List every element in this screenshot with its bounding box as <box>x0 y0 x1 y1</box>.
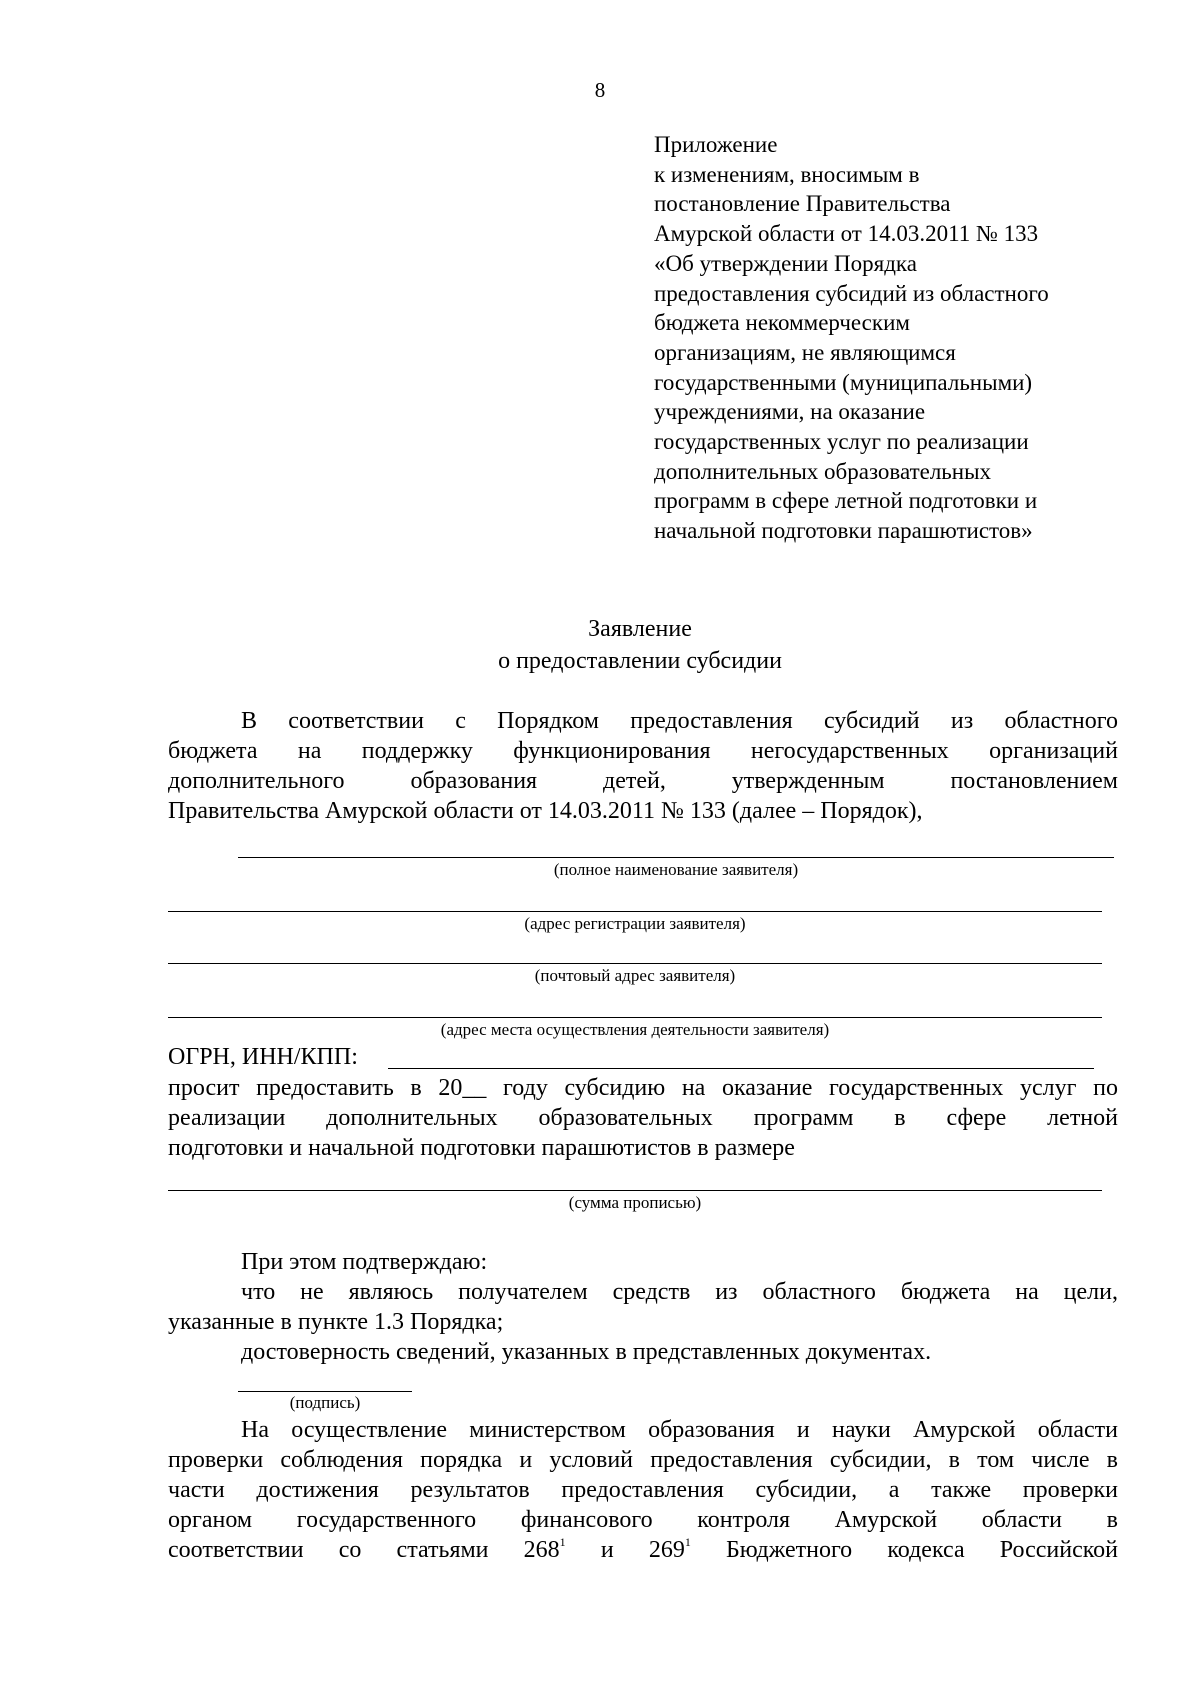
intro-paragraph <box>168 706 1118 826</box>
request-paragraph <box>168 1073 1118 1163</box>
appendix-line: бюджета некоммерческим <box>654 310 910 336</box>
intro-line: В соответствии с Порядком предоставления субсидий из областного <box>241 708 1118 734</box>
consent-line: органом государственного финансового контроля Амурской области в <box>168 1507 1118 1533</box>
intro-line: дополнительного образования детей, утвержденным постановлением <box>168 768 1118 794</box>
amount-line[interactable] <box>168 1190 1102 1191</box>
confirm-heading: При этом подтверждаю: <box>241 1249 488 1275</box>
consent-line: части достижения результатов предоставления субсидии, а также проверки <box>168 1477 1118 1503</box>
amount-caption: (сумма прописью) <box>568 1193 702 1212</box>
appendix-line: организациям, не являющимся <box>654 339 956 365</box>
confirm-block <box>168 1277 1118 1367</box>
consent-text: соответствии со статьями 268 <box>168 1537 560 1563</box>
request-line: реализации дополнительных образовательных программ в сфере летной <box>168 1105 1118 1131</box>
consent-line: На осуществление министерством образования и науки Амурской области <box>241 1417 1118 1443</box>
intro-line: бюджета на поддержку функционирования негосударственных организаций <box>168 738 1118 764</box>
appendix-line: государственными (муниципальными) <box>654 369 1033 395</box>
superscript: 1 <box>684 1535 691 1549</box>
title-line-1: Заявление <box>588 616 692 642</box>
postal-address-line[interactable] <box>168 963 1102 964</box>
request-line: подготовки и начальной подготовки парашютистов в размере <box>168 1135 795 1161</box>
signature-line[interactable] <box>238 1391 412 1392</box>
appendix-line: государственных услуг по реализации <box>654 429 1029 455</box>
title-line-2: о предоставлении субсидии <box>498 648 782 674</box>
consent-line <box>168 1535 1118 1565</box>
ogrn-line[interactable] <box>388 1068 1094 1069</box>
postal-address-caption: (почтовый адрес заявителя) <box>534 966 736 985</box>
appendix-header <box>654 130 1184 546</box>
page-number: 8 <box>594 78 606 102</box>
consent-line: проверки соблюдения порядка и условий предоставления субсидии, в том числе в <box>168 1447 1118 1473</box>
appendix-line: дополнительных образовательных <box>654 458 992 484</box>
reg-address-line[interactable] <box>168 911 1102 912</box>
full-name-line[interactable] <box>238 857 1114 858</box>
appendix-line: к изменениям, вносимым в <box>654 161 920 187</box>
document-title <box>0 613 1200 677</box>
activity-address-caption: (адрес места осуществления деятельности заявителя) <box>440 1020 830 1039</box>
consent-text: Бюджетного кодекса Российской <box>725 1537 1119 1563</box>
appendix-line: Амурской области от 14.03.2011 № 133 <box>654 221 1039 247</box>
confirm-item-2: достоверность сведений, указанных в представленных документах. <box>241 1339 932 1365</box>
signature-caption: (подпись) <box>289 1393 361 1412</box>
confirm-item-1-cont: указанные в пункте 1.3 Порядка; <box>168 1309 504 1335</box>
reg-address-caption: (адрес регистрации заявителя) <box>524 914 746 933</box>
appendix-line: Приложение <box>654 132 778 157</box>
appendix-line: учреждениями, на оказание <box>654 399 926 425</box>
activity-address-line[interactable] <box>168 1017 1102 1018</box>
consent-paragraph <box>168 1415 1118 1565</box>
ogrn-label: ОГРН, ИНН/КПП: <box>168 1044 358 1070</box>
appendix-line: программ в сфере летной подготовки и <box>654 488 1038 514</box>
confirm-item-1: что не являюсь получателем средств из областного бюджета на цели, <box>241 1279 1118 1305</box>
appendix-line: постановление Правительства <box>654 191 951 217</box>
appendix-line: начальной подготовки парашютистов» <box>654 518 1033 544</box>
full-name-caption: (полное наименование заявителя) <box>553 860 799 879</box>
appendix-line: «Об утверждении Порядка <box>654 250 917 276</box>
appendix-line: предоставления субсидий из областного <box>654 280 1049 306</box>
request-line: просит предоставить в 20__ году субсидию на оказание государственных услуг по <box>168 1075 1118 1101</box>
consent-text: и 269 <box>600 1537 685 1563</box>
superscript: 1 <box>559 1535 566 1549</box>
intro-line: Правительства Амурской области от 14.03.2011 № 133 (далее – Порядок), <box>168 798 923 824</box>
